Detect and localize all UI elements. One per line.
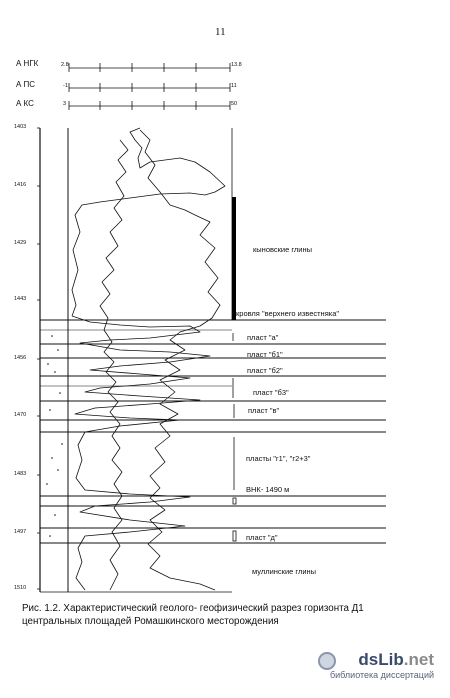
caption-line-1: Рис. 1.2. Характеристический геолого- геофизический разрез горизонта Д1: [22, 603, 364, 614]
plast-d-marker: [233, 531, 236, 541]
vnk-marker: [233, 498, 236, 504]
scale-max-ks: 50: [231, 101, 238, 107]
label-plast-b3: пласт "б3": [253, 388, 289, 397]
label-plast-v: пласт "в": [248, 406, 280, 415]
ps-curve: [100, 140, 128, 590]
figure-caption: [22, 602, 432, 628]
lithology-dots: [46, 335, 63, 537]
label-vnk: ВНК- 1490 м: [246, 485, 290, 494]
depth-label: 1483: [14, 471, 27, 477]
label-plast-b1: пласт "б1": [247, 350, 283, 359]
ks-curve: [140, 130, 220, 590]
scale-ticks: [69, 63, 230, 110]
page-number: 11: [215, 26, 226, 38]
scale-label-ps: А ПС: [16, 80, 36, 89]
interval-markers: [233, 333, 236, 541]
layer-boundaries: [40, 320, 386, 543]
label-plast-a: пласт "а": [247, 333, 279, 342]
depth-label: 1443: [14, 296, 27, 302]
watermark-subtitle: библиотека диссертаций: [329, 670, 434, 680]
depth-label: 1456: [14, 355, 27, 361]
scale-max-ps: 11: [231, 83, 237, 89]
watermark-logo[interactable]: [358, 650, 434, 670]
label-plast-b2: пласт "б2": [247, 366, 283, 375]
label-kynov-clays: кыновские глины: [253, 245, 313, 254]
depth-label: 1429: [14, 240, 27, 246]
scale-min-ngk: 2.8: [61, 62, 69, 68]
label-mullin-clays: муллинские глины: [252, 567, 317, 576]
ngk-curve: [72, 128, 225, 590]
depth-label: 1470: [14, 412, 27, 418]
kynov-clay-bar: [232, 197, 236, 320]
depth-label: 1403: [14, 124, 27, 130]
watermark-logo-main: dsLib: [358, 650, 404, 669]
scale-min-ks: 3: [63, 101, 67, 107]
scale-max-ngk: 13.8: [231, 62, 242, 68]
watermark-logo-domain: .net: [403, 650, 434, 669]
caption-line-2: центральных площадей Ромашкинского месторождения: [22, 616, 279, 627]
scale-label-ngk: А НГК: [16, 59, 39, 68]
scale-bars: [69, 63, 230, 110]
scale-label-ks: А КС: [16, 99, 34, 108]
depth-label: 1497: [14, 529, 27, 535]
depth-label: 1416: [14, 182, 27, 188]
watermark-book-icon: [318, 652, 336, 670]
label-plast-d: пласт "д": [246, 533, 278, 542]
scale-min-ps: -1: [63, 83, 68, 89]
depth-label: 1510: [14, 585, 27, 591]
label-upper-limestone-roof: кровля "верхнего известняка": [236, 309, 340, 318]
label-plasts-g: пласты "г1", "г2+3": [246, 454, 311, 463]
